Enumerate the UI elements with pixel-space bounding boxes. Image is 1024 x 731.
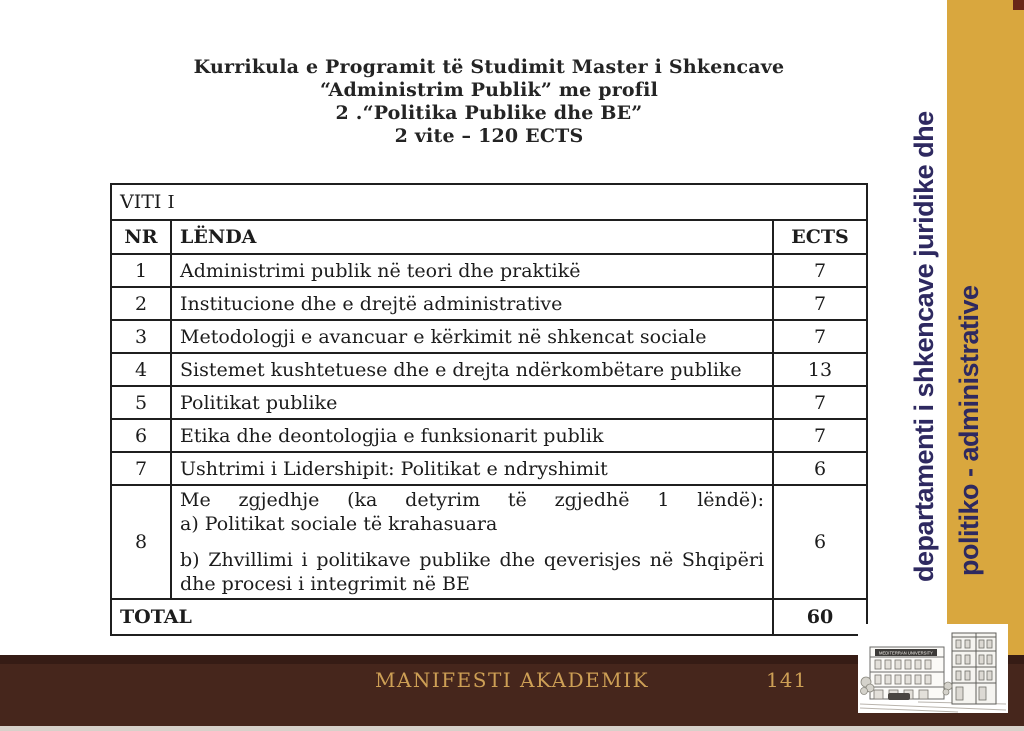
table-row	[111, 320, 867, 353]
department-name-line2: politiko - administrative	[954, 285, 984, 576]
column-header-nr: NR	[111, 220, 171, 254]
row-ects: 6	[773, 485, 867, 599]
page-number: 141	[766, 668, 808, 692]
row-lenda: Metodologji e avancuar e kërkimit në shkencat sociale	[171, 320, 773, 353]
table-header-row	[111, 220, 867, 254]
year-label: VITI	[120, 191, 162, 213]
curriculum-table	[110, 183, 868, 636]
row-lenda: Institucione dhe e drejtë administrative	[171, 287, 773, 320]
electives-option-b: b) Zhvillimi i politikave publike dhe qeverisjes në Shqipëri dhe procesi i integrimit në BE	[180, 549, 764, 595]
university-building-illustration	[858, 624, 1008, 713]
electives-option-a: a) Politikat sociale të krahasuara	[180, 513, 498, 535]
year-value: I	[167, 192, 175, 213]
table-row	[111, 254, 867, 287]
page-title	[110, 56, 868, 148]
footer-title: MANIFESTI AKADEMIK	[374, 668, 650, 692]
total-row	[111, 599, 867, 635]
row-nr: 6	[111, 419, 171, 452]
row-nr: 7	[111, 452, 171, 485]
title-line-2: “Administrim Publik” me profil	[319, 79, 659, 101]
building-etching	[858, 624, 1008, 713]
row-nr: 3	[111, 320, 171, 353]
row-lenda: Etika dhe deontologjia e funksionarit publik	[171, 419, 773, 452]
electives-intro: Me zgjedhje (ka detyrim të zgjedhë 1 lëndë):	[180, 489, 764, 511]
row-lenda-electives	[171, 485, 773, 599]
row-lenda: Politikat publike	[171, 386, 773, 419]
table-row	[111, 386, 867, 419]
title-line-3: 2 .“Politika Publike dhe BE”	[335, 102, 643, 124]
department-name-line1: departamenti i shkencave juridike dhe	[909, 111, 939, 582]
title-line-1: Kurrikula e Programit të Studimit Master i Shkencave	[193, 56, 785, 78]
row-lenda: Sistemet kushtetuese dhe e drejta ndërkombëtare publike	[171, 353, 773, 386]
row-nr: 2	[111, 287, 171, 320]
column-header-ects: ECTS	[773, 220, 867, 254]
title-line-4: 2 vite – 120 ECTS	[394, 125, 584, 147]
table-row	[111, 287, 867, 320]
row-ects: 6	[773, 452, 867, 485]
row-ects: 13	[773, 353, 867, 386]
row-lenda: Administrimi publik në teori dhe praktikë	[171, 254, 773, 287]
table-row	[111, 452, 867, 485]
bottom-edge-strip	[0, 726, 1024, 731]
row-nr: 8	[111, 485, 171, 599]
vehicle-shape	[888, 693, 910, 700]
row-nr: 1	[111, 254, 171, 287]
column-header-lenda: LËNDA	[171, 220, 773, 254]
corner-accent-square	[1013, 0, 1024, 10]
row-nr: 5	[111, 386, 171, 419]
building-sign-text: MEDITERRAN UNIVERSITY	[879, 650, 933, 656]
year-row	[111, 184, 867, 220]
row-ects: 7	[773, 386, 867, 419]
table-row	[111, 353, 867, 386]
row-nr: 4	[111, 353, 171, 386]
table-row-electives	[111, 485, 867, 599]
row-ects: 7	[773, 254, 867, 287]
row-ects: 7	[773, 287, 867, 320]
row-ects: 7	[773, 419, 867, 452]
total-value: 60	[773, 599, 867, 635]
table-row	[111, 419, 867, 452]
total-label: TOTAL	[111, 599, 773, 635]
row-ects: 7	[773, 320, 867, 353]
row-lenda: Ushtrimi i Lidershipit: Politikat e ndryshimit	[171, 452, 773, 485]
year-cell	[111, 184, 867, 220]
